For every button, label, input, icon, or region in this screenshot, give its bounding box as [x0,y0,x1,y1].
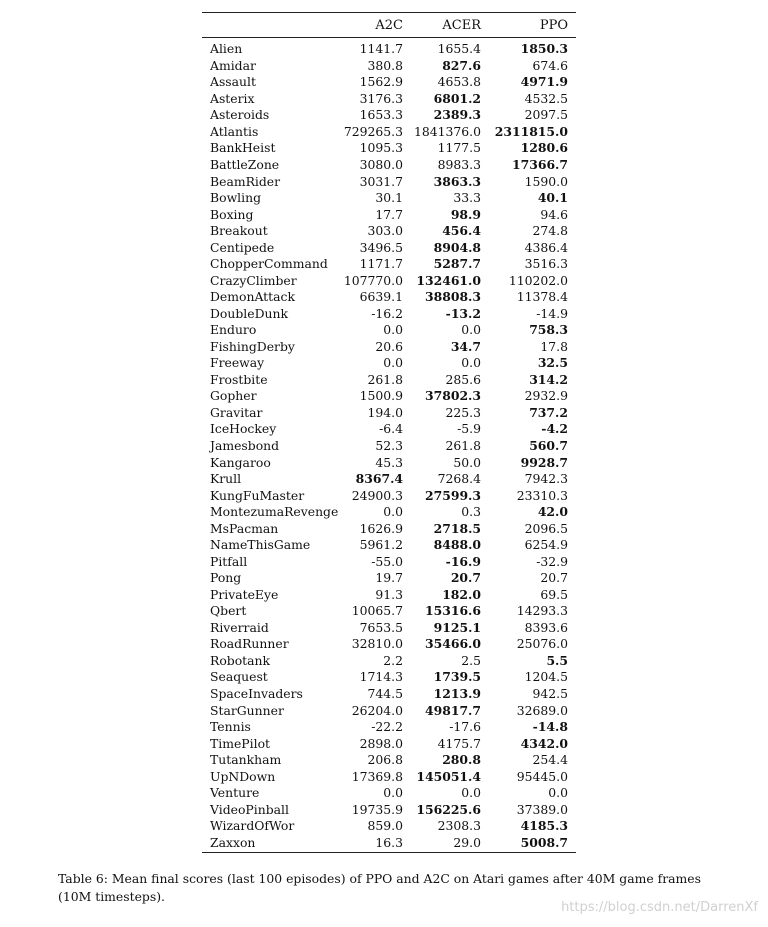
acer-cell: 182.0 [442,586,481,602]
a2c-cell: 0.0 [383,322,403,338]
a2c-cell: 16.3 [375,834,403,850]
ppo-cell: 6254.9 [524,537,568,553]
acer-cell: 285.6 [445,371,481,387]
a2c-cell: 52.3 [375,438,403,454]
a2c-cell: 45.3 [375,454,403,470]
table-row [202,272,576,289]
acer-cell: -13.2 [445,305,481,321]
game-cell: Riverraid [210,619,269,635]
a2c-cell: 0.0 [383,504,403,520]
game-cell: Asteroids [210,107,270,123]
ppo-cell: 37389.0 [516,801,568,817]
acer-cell: 8983.3 [437,156,481,172]
table-row [202,520,576,537]
ppo-cell: -14.9 [536,305,568,321]
a2c-cell: 303.0 [367,223,403,239]
acer-cell: 34.7 [450,338,481,354]
table-row [202,785,576,802]
table-row [202,421,576,438]
acer-cell: 827.6 [442,57,481,73]
game-cell: DoubleDunk [210,305,289,321]
a2c-cell: 32810.0 [351,636,403,652]
game-cell: Centipede [210,239,275,255]
game-cell: Venture [210,785,260,801]
game-cell: BattleZone [210,156,280,172]
table-row [202,256,576,273]
acer-cell: 98.9 [450,206,481,222]
watermark: https://blog.csdn.net/DarrenXf [561,900,758,915]
a2c-cell: 3496.5 [359,239,403,255]
ppo-cell: 42.0 [537,504,568,520]
ppo-cell: 7942.3 [524,471,568,487]
game-cell: FishingDerby [210,338,295,354]
game-cell: Robotank [210,652,271,668]
game-cell: Gopher [210,388,257,404]
game-cell: TimePilot [210,735,271,751]
table-row [202,388,576,405]
game-cell: Atlantis [210,123,259,139]
a2c-cell: 1562.9 [359,74,403,90]
a2c-cell: 3080.0 [359,156,403,172]
game-cell: StarGunner [210,702,284,718]
ppo-cell: 737.2 [529,404,568,420]
acer-cell: -17.6 [449,719,481,735]
table-row [202,587,576,604]
a2c-cell: 1714.3 [359,669,403,685]
ppo-cell: 4971.9 [520,74,568,90]
game-cell: BeamRider [210,173,281,189]
a2c-cell: 24900.3 [351,487,403,503]
ppo-cell: 4185.3 [520,818,568,834]
game-cell: MontezumaRevenge [210,504,339,520]
acer-cell: 9125.1 [433,619,481,635]
ppo-cell: 40.1 [537,190,568,206]
a2c-cell: -55.0 [371,553,403,569]
ppo-cell: -14.8 [532,719,568,735]
table-body [202,38,576,852]
acer-cell: 20.7 [450,570,481,586]
table-row [202,801,576,818]
game-cell: Krull [210,471,242,487]
a2c-cell: 30.1 [375,190,403,206]
acer-cell: 2.5 [461,652,481,668]
table-row [202,454,576,471]
a2c-cell: 380.8 [367,57,403,73]
table-header-row [202,13,576,37]
table-row [202,553,576,570]
ppo-cell: 1850.3 [520,41,568,57]
table-row [202,471,576,488]
game-cell: Bowling [210,190,262,206]
a2c-cell: 1500.9 [359,388,403,404]
table-row [202,818,576,835]
table-row [202,768,576,785]
game-cell: Assault [210,74,256,90]
ppo-cell: 1280.6 [520,140,568,156]
acer-cell: 29.0 [453,834,481,850]
ppo-cell: 4342.0 [520,735,568,751]
a2c-cell: 729265.3 [343,123,403,139]
a2c-cell: 91.3 [375,586,403,602]
ppo-cell: 5008.7 [520,834,568,850]
ppo-cell: 0.0 [548,785,568,801]
header-ppo: PPO [539,17,568,33]
a2c-cell: 2.2 [383,652,403,668]
acer-cell: 3863.3 [433,173,481,189]
table-row [202,603,576,620]
acer-cell: 5287.7 [433,256,481,272]
table-row [202,58,576,75]
game-cell: Pong [210,570,242,586]
game-cell: Breakout [210,223,268,239]
game-cell: WizardOfWor [210,818,295,834]
acer-cell: 49817.7 [424,702,481,718]
table-row [202,686,576,703]
a2c-cell: 1141.7 [359,41,403,57]
acer-cell: 35466.0 [424,636,481,652]
game-cell: BankHeist [210,140,276,156]
acer-cell: 2718.5 [433,520,481,536]
table-row [202,669,576,686]
table-row [202,173,576,190]
acer-cell: 145051.4 [416,768,481,784]
ppo-cell: 674.6 [532,57,568,73]
ppo-cell: 17366.7 [511,156,568,172]
table-row [202,124,576,141]
table-row [202,504,576,521]
acer-cell: 132461.0 [416,272,481,288]
acer-cell: 0.0 [461,785,481,801]
table-row [202,636,576,653]
ppo-cell: 2932.9 [524,388,568,404]
game-cell: Jamesbond [210,438,280,454]
game-cell: KungFuMaster [210,487,305,503]
header-a2c: A2C [375,17,403,33]
ppo-cell: 5.5 [546,652,568,668]
table-row [202,372,576,389]
acer-cell: 8488.0 [433,537,481,553]
table-caption: Table 6: Mean final scores (last 100 episodes) of PPO and A2C on Atari games after 40M game frames (10M timesteps). [58,871,701,904]
game-cell: UpNDown [210,768,276,784]
table-row [202,289,576,306]
table-row [202,719,576,736]
ppo-cell: 110202.0 [508,272,568,288]
ppo-cell: 274.8 [532,223,568,239]
acer-cell: 225.3 [445,404,481,420]
game-cell: NameThisGame [210,537,311,553]
table-row [202,140,576,157]
a2c-cell: 1653.3 [359,107,403,123]
ppo-cell: 4532.5 [524,90,568,106]
acer-cell: 261.8 [445,438,481,454]
game-cell: IceHockey [210,421,277,437]
ppo-cell: 942.5 [532,685,568,701]
table-row [202,752,576,769]
game-cell: Kangaroo [210,454,271,470]
a2c-cell: 261.8 [367,371,403,387]
acer-cell: 1739.5 [433,669,481,685]
a2c-cell: 8367.4 [355,471,403,487]
acer-cell: 27599.3 [424,487,481,503]
a2c-cell: 194.0 [367,404,403,420]
acer-cell: 7268.4 [437,471,481,487]
ppo-cell: 20.7 [540,570,568,586]
a2c-cell: 26204.0 [351,702,403,718]
table-row [202,735,576,752]
acer-cell: 1841376.0 [413,123,481,139]
acer-cell: 1177.5 [437,140,481,156]
ppo-cell: 8393.6 [524,619,568,635]
ppo-cell: 17.8 [540,338,568,354]
game-cell: Amidar [210,57,256,73]
table-row [202,206,576,223]
game-cell: Alien [210,41,243,57]
ppo-cell: 14293.3 [516,603,568,619]
table-row [202,107,576,124]
header-acer: ACER [442,17,481,33]
a2c-cell: 1626.9 [359,520,403,536]
acer-cell: 0.0 [461,322,481,338]
game-cell: MsPacman [210,520,279,536]
table-row [202,74,576,91]
acer-cell: -16.9 [445,553,481,569]
table-row [202,41,576,58]
ppo-cell: 1204.5 [524,669,568,685]
acer-cell: 280.8 [442,752,481,768]
ppo-cell: 3516.3 [524,256,568,272]
table-row [202,355,576,372]
table-row [202,223,576,240]
ppo-cell: 314.2 [529,371,568,387]
a2c-cell: 0.0 [383,355,403,371]
table-row [202,91,576,108]
acer-cell: 6801.2 [433,90,481,106]
ppo-cell: 2311815.0 [494,123,568,139]
acer-cell: 2308.3 [437,818,481,834]
acer-cell: 456.4 [442,223,481,239]
table-row [202,620,576,637]
ppo-cell: -32.9 [536,553,568,569]
table-row [202,239,576,256]
acer-cell: 15316.6 [424,603,481,619]
game-cell: Asterix [210,90,255,106]
game-cell: VideoPinball [210,801,289,817]
ppo-cell: 2097.5 [524,107,568,123]
table-row [202,835,576,852]
ppo-cell: 32689.0 [516,702,568,718]
game-cell: Enduro [210,322,257,338]
ppo-cell: 95445.0 [516,768,568,784]
ppo-cell: 254.4 [532,752,568,768]
a2c-cell: -6.4 [379,421,403,437]
a2c-cell: 107770.0 [343,272,403,288]
a2c-cell: -22.2 [371,719,403,735]
acer-cell: 8904.8 [433,239,481,255]
acer-cell: 0.0 [461,355,481,371]
a2c-cell: 7653.5 [359,619,403,635]
game-cell: Frostbite [210,371,268,387]
a2c-cell: 1095.3 [359,140,403,156]
ppo-cell: 9928.7 [520,454,568,470]
game-cell: Pitfall [210,553,248,569]
acer-cell: 38808.3 [424,289,481,305]
acer-cell: 1655.4 [437,41,481,57]
ppo-cell: 69.5 [540,586,568,602]
game-cell: Qbert [210,603,247,619]
a2c-cell: 17.7 [375,206,403,222]
ppo-cell: 94.6 [540,206,568,222]
a2c-cell: -16.2 [371,305,403,321]
game-cell: Zaxxon [210,834,256,850]
game-cell: Boxing [210,206,254,222]
a2c-cell: 0.0 [383,785,403,801]
acer-cell: 0.3 [461,504,481,520]
a2c-cell: 206.8 [367,752,403,768]
a2c-cell: 20.6 [375,338,403,354]
game-cell: Tutankham [210,752,282,768]
game-cell: Tennis [210,719,251,735]
table-row [202,702,576,719]
a2c-cell: 19735.9 [351,801,403,817]
game-cell: Freeway [210,355,265,371]
game-cell: PrivateEye [210,586,279,602]
table-row [202,157,576,174]
table-row [202,306,576,323]
a2c-cell: 3031.7 [359,173,403,189]
a2c-cell: 17369.8 [351,768,403,784]
acer-cell: 156225.6 [416,801,481,817]
acer-cell: 4175.7 [437,735,481,751]
game-cell: CrazyClimber [210,272,297,288]
a2c-cell: 1171.7 [359,256,403,272]
acer-cell: 2389.3 [433,107,481,123]
table-row [202,322,576,339]
ppo-cell: -4.2 [541,421,568,437]
a2c-cell: 6639.1 [359,289,403,305]
ppo-cell: 2096.5 [524,520,568,536]
acer-cell: 50.0 [453,454,481,470]
a2c-cell: 3176.3 [359,90,403,106]
ppo-cell: 32.5 [537,355,568,371]
a2c-cell: 2898.0 [359,735,403,751]
a2c-cell: 19.7 [375,570,403,586]
table-row [202,190,576,207]
table-row [202,438,576,455]
acer-cell: -5.9 [457,421,481,437]
table-row [202,537,576,554]
scores-table [202,12,576,853]
game-cell: DemonAttack [210,289,295,305]
acer-cell: 37802.3 [424,388,481,404]
acer-cell: 4653.8 [437,74,481,90]
ppo-cell: 25076.0 [516,636,568,652]
ppo-cell: 23310.3 [516,487,568,503]
game-cell: Gravitar [210,404,263,420]
ppo-cell: 1590.0 [524,173,568,189]
ppo-cell: 11378.4 [516,289,568,305]
game-cell: ChopperCommand [210,256,328,272]
ppo-cell: 758.3 [529,322,568,338]
a2c-cell: 5961.2 [359,537,403,553]
game-cell: RoadRunner [210,636,289,652]
table-row [202,653,576,670]
acer-cell: 33.3 [453,190,481,206]
ppo-cell: 4386.4 [524,239,568,255]
table-bottom-rule [202,852,576,853]
table-row [202,570,576,587]
game-cell: Seaquest [210,669,268,685]
a2c-cell: 10065.7 [351,603,403,619]
acer-cell: 1213.9 [433,685,481,701]
game-cell: SpaceInvaders [210,685,303,701]
a2c-cell: 744.5 [367,685,403,701]
ppo-cell: 560.7 [529,438,568,454]
table-row [202,487,576,504]
table-row [202,339,576,356]
table-row [202,405,576,422]
a2c-cell: 859.0 [367,818,403,834]
